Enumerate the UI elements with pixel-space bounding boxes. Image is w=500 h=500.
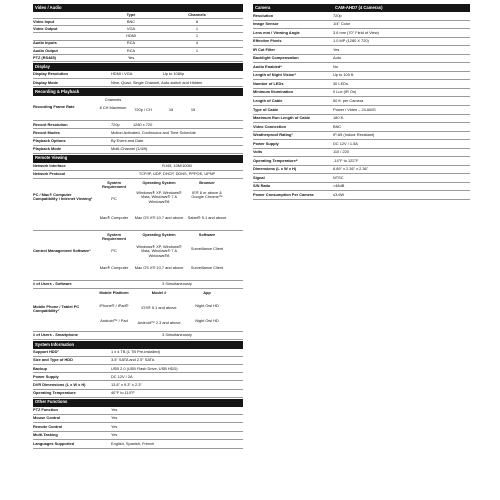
- system-row: [33, 390, 243, 398]
- row-label: PTZ (RS485): [33, 54, 56, 60]
- row-channels: 1: [195, 47, 199, 53]
- pc-label: PC: [111, 247, 117, 253]
- row-value: 1/4" Color: [333, 21, 351, 27]
- camera-rows: [253, 12, 470, 200]
- camera-spec-row: [253, 174, 470, 183]
- recording-row: [33, 129, 243, 137]
- android-model: Android™ 2.3 and above: [137, 319, 181, 325]
- row-value: 1.0 MP (1280 X 720): [333, 38, 369, 44]
- camera-spec-row: [253, 29, 470, 38]
- row-value: IP-65 (Indoor Resistant): [333, 132, 375, 138]
- system-row: [33, 365, 243, 373]
- head-15b: 15: [190, 107, 196, 113]
- row-label: Volts: [253, 149, 263, 155]
- section-header-other: [33, 399, 243, 407]
- video-audio-row: [33, 41, 243, 48]
- row-value: 6.89" x 2.36" x 2.36": [333, 166, 369, 172]
- other-function-row: [33, 415, 243, 423]
- row-label: Mobile Phone / Tablet PC Compatibility³´: [33, 303, 80, 314]
- row-channels: 8: [195, 18, 199, 24]
- row-value: 720p: [333, 12, 342, 18]
- cms-mac-software: Surveillance Client: [190, 264, 224, 270]
- camera-model: CAM-AHD7 (4 Cameras): [335, 4, 383, 10]
- row-label: PC / Mac® Computer Compatibility / Internet Viewing³: [33, 191, 93, 202]
- row-value: 3.5" SATA and 2.5" SATA: [111, 357, 155, 363]
- row-label: Backlight Compensation: [253, 55, 299, 61]
- row-value: 110 / 220: [333, 149, 349, 155]
- pc-os: Windows® XP, Windows® Vista, Windows® 7 & Windows®8: [136, 189, 182, 204]
- recording-row: [33, 138, 243, 146]
- row-value: >48dB: [333, 183, 345, 189]
- camera-spec-row: [253, 38, 470, 47]
- pc-browser: IE® 8 or above & Google Chrome™: [191, 189, 223, 200]
- row-value: By Event and Date: [111, 137, 144, 143]
- section-header-remote: [33, 155, 243, 163]
- camera-spec-row: [253, 183, 470, 192]
- cms-pc-software: Surveillance Client: [190, 245, 224, 251]
- row-label: Audio Enabled⁶: [253, 63, 283, 69]
- row-label: Power Supply: [253, 140, 279, 146]
- col-channels: Channels: [188, 11, 206, 17]
- row-label: Playback Options: [33, 137, 66, 143]
- row-value: 3 Simultaneously: [162, 332, 192, 338]
- camera-spec-row: [253, 132, 470, 141]
- camera-spec-row: [253, 21, 470, 30]
- row-label: Operating Temperature⁸: [253, 157, 298, 163]
- head-model: Model #: [151, 289, 167, 295]
- display-row: [33, 71, 243, 79]
- section-title: Other Functions: [35, 399, 68, 405]
- row-value: HDMI / VGA: [111, 71, 133, 77]
- head-os: Operating System: [142, 231, 176, 237]
- section-header-display: [33, 63, 243, 71]
- iphone-model: iOS® 5.1 and above: [141, 304, 177, 310]
- android-label: Android™ / Pad: [100, 317, 128, 323]
- section-title: Camera: [255, 4, 271, 10]
- row-label: Operating Temperature: [33, 389, 76, 395]
- head-app: App: [203, 289, 211, 295]
- system-row: [33, 357, 243, 365]
- row-value: Multi-Channel (1/4/9): [111, 145, 148, 151]
- row-value: Up to 1080p: [163, 71, 185, 77]
- camera-spec-row: [253, 12, 470, 21]
- row-label: Control Management Software³: [33, 247, 91, 253]
- recording-frame-rate-block: [33, 96, 243, 121]
- row-value: No: [333, 63, 338, 69]
- row-label: Recording Frame Rate: [33, 104, 75, 110]
- row-label: Network Interface: [33, 162, 66, 168]
- row-label: Remote Control: [33, 423, 63, 429]
- camera-spec-row: [253, 115, 470, 124]
- row-label: Length of Cable: [253, 98, 283, 103]
- row-value: NTSC: [333, 174, 344, 180]
- section-header-system: [33, 341, 243, 349]
- right-column: [253, 4, 470, 200]
- other-function-row: [33, 423, 243, 431]
- row-value: Yes: [111, 423, 118, 429]
- row-label: Audio Output: [33, 47, 58, 53]
- android-app: Night Owl HD: [195, 317, 219, 323]
- row-value: 30 LEDs: [333, 80, 348, 86]
- row-label: PTZ Function: [33, 407, 58, 413]
- recording-row: [33, 146, 243, 154]
- head-software: Software: [198, 231, 216, 237]
- row-value: ≤3.6W: [333, 192, 345, 198]
- camera-spec-row: [253, 106, 470, 115]
- row-type: RCA: [126, 40, 136, 46]
- other-function-row: [33, 407, 243, 415]
- row-label: Power Supply: [33, 373, 59, 379]
- row-value: 0 Lux (IR On): [333, 89, 357, 95]
- video-audio-row: [33, 19, 243, 26]
- row-label: Minimum Illumination: [253, 89, 293, 95]
- row-value: Yes: [111, 432, 118, 438]
- recording-rows: [33, 129, 243, 153]
- row-value: 13.8" x 9.3" x 2.3": [111, 381, 142, 387]
- row-value: 40°F to 110°F: [111, 389, 135, 395]
- camera-spec-row: [253, 55, 470, 64]
- row-label: Record Resolution: [33, 121, 68, 127]
- row-label: Playback Mode: [33, 145, 62, 151]
- row-label: Display Mode: [33, 79, 59, 85]
- other-function-row: [33, 440, 243, 448]
- section-title: Video / Audio: [35, 4, 62, 10]
- camera-spec-row: [253, 89, 470, 98]
- row-value: DC 12V / 2A: [111, 373, 133, 379]
- row-value: 3 Simultaneously: [162, 281, 192, 287]
- video-audio-row: [33, 55, 243, 62]
- pc-compat-block: [33, 179, 243, 231]
- camera-spec-row: [253, 191, 470, 200]
- other-rows: [33, 407, 243, 449]
- row-value: Yes: [111, 415, 118, 421]
- camera-spec-row: [253, 97, 470, 106]
- row-label: Number of LEDs: [253, 80, 284, 86]
- row-value: 60 ft. per Camera: [333, 98, 364, 103]
- head-sysreq: System Requirement: [102, 231, 126, 242]
- network-protocol-row: [33, 171, 243, 179]
- row-label: Maximum Run Length of Cable: [253, 115, 311, 121]
- head-channels: Channels: [104, 97, 122, 103]
- row-type: HDMI: [126, 33, 136, 39]
- row-value: 1280 x 720: [133, 121, 153, 127]
- head-os: Operating System: [142, 179, 176, 185]
- users-smartphone-row: [33, 332, 243, 340]
- row-label: IR Cut Filter: [253, 46, 276, 52]
- row-value: DC 12V / 1.5A: [333, 140, 358, 146]
- video-audio-row: [33, 48, 243, 55]
- pc-os: Windows® XP, Windows® Vista, Windows® 7 & Windows®8: [136, 243, 182, 258]
- video-audio-row: [33, 33, 243, 40]
- row-value: Power / Video – 24 AWG: [333, 106, 376, 112]
- cms-block: [33, 231, 243, 281]
- section-header-recording: [33, 88, 243, 96]
- row-label: Backup: [33, 365, 48, 371]
- row-value: 3.6 mm (70° Field of View): [333, 29, 379, 35]
- row-label: S/N Ratio: [253, 183, 271, 189]
- mac-label: Mac® Computer: [99, 264, 129, 270]
- video-audio-row: [33, 26, 243, 33]
- display-row: [33, 79, 243, 87]
- row-type: BNC: [126, 18, 136, 24]
- record-resolution-row: [33, 121, 243, 129]
- mac-os: Mac OS X® 10.7 and above: [134, 214, 184, 220]
- row-label: Video Input: [33, 18, 55, 24]
- mac-label: Mac® Computer: [99, 214, 129, 220]
- row-value: 1 x 4 TB (1 TB Pre-installed): [111, 349, 160, 355]
- row-type: VGA: [126, 26, 136, 32]
- camera-spec-row: [253, 140, 470, 149]
- row-label: Signal: [253, 174, 265, 180]
- row-label: Record Modes: [33, 129, 60, 135]
- section-title: Display: [35, 63, 50, 69]
- col-type: Type: [126, 11, 136, 17]
- row-value: 180 ft.: [333, 115, 344, 121]
- row-channels: 1: [195, 26, 199, 32]
- other-function-row: [33, 432, 243, 440]
- row-value: Nine, Quad, Single Channel, Auto-switch and Hidden: [111, 79, 203, 85]
- section-title: System Information: [35, 341, 75, 347]
- row-value: RJ45, 10M/100M: [162, 162, 192, 168]
- row-label: Length of Night Vision⁵: [253, 72, 297, 78]
- system-row: [33, 373, 243, 381]
- row-label: DVR Dimensions (L x W x H): [33, 381, 86, 387]
- section-header-camera: [253, 4, 470, 12]
- row-value: Motion Activated, Continuous and Time Schedule: [111, 129, 196, 135]
- row-channels: 4: [195, 40, 199, 46]
- row-label: Weatherproof Rating⁷: [253, 132, 294, 138]
- row-type: RCA: [126, 47, 136, 53]
- row-label: Power Consumption Per Camera: [253, 192, 314, 198]
- column-head-row: [33, 12, 243, 19]
- camera-spec-row: [253, 157, 470, 166]
- camera-spec-row: [253, 123, 470, 132]
- row-label: Size and Type of HDD: [33, 357, 73, 363]
- camera-spec-row: [253, 46, 470, 55]
- camera-spec-row: [253, 72, 470, 81]
- users-software-row: [33, 281, 243, 289]
- row-value: Auto: [333, 55, 342, 61]
- row-label: Display Resolution: [33, 71, 69, 77]
- head-res: 720p / CH: [134, 107, 152, 113]
- row-value: USB 2.0 (USB Flash Drive, USB HDD): [111, 365, 178, 371]
- row-value: English, Spanish, French: [111, 440, 155, 446]
- row-channels: 1: [195, 33, 199, 39]
- section-header-video-audio: [33, 4, 243, 12]
- mac-browser: Safari® 5.1 and above: [187, 214, 227, 220]
- row-label: Languages Supported: [33, 440, 75, 446]
- camera-spec-row: [253, 149, 470, 158]
- mac-os: Mac OS X® 10.7 and above: [134, 264, 184, 270]
- row-label: Video Connection: [253, 123, 286, 129]
- section-title: Remote Viewing: [35, 155, 68, 161]
- head-sysreq: System Requirement: [102, 179, 126, 190]
- row-label: Support HDD²: [33, 349, 59, 355]
- head-browser: Browser: [199, 179, 215, 185]
- iphone-app: Night Owl HD: [195, 302, 219, 308]
- row-label: Resolution: [253, 12, 274, 18]
- network-interface-row: [33, 163, 243, 171]
- row-value: BNC: [333, 123, 342, 129]
- system-row: [33, 349, 243, 357]
- row-label: Multi-Tasking: [33, 432, 58, 438]
- row-label: Type of Cable: [253, 106, 279, 112]
- pc-label: PC: [111, 195, 117, 201]
- head-max: 8 CH Maximum: [99, 105, 127, 111]
- system-rows: [33, 349, 243, 398]
- row-label: Dimensions (L x W x H): [253, 166, 297, 172]
- head-platform: Mobile Platform: [99, 289, 129, 295]
- row-value: Yes: [111, 407, 118, 413]
- row-label: Video Output: [33, 26, 58, 32]
- left-column: [33, 4, 243, 449]
- row-label: Effective Pixels: [253, 38, 282, 44]
- row-label: Audio Inputs: [33, 40, 57, 46]
- row-label: Lens mm / Viewing Angle: [253, 29, 300, 35]
- camera-spec-row: [253, 63, 470, 72]
- row-label: # of Users - Software: [33, 281, 72, 287]
- row-value: 720p: [111, 121, 120, 127]
- row-type: Yes: [127, 54, 135, 60]
- row-value: -14°F to 122°F: [333, 157, 359, 163]
- camera-spec-row: [253, 166, 470, 175]
- head-15a: 15: [168, 107, 174, 113]
- video-audio-rows: [33, 19, 243, 62]
- row-value: Yes: [333, 46, 340, 52]
- row-label: Image Sensor: [253, 21, 279, 27]
- row-value: Up to 100 ft.: [333, 72, 355, 78]
- iphone-label: iPhone® / iPad®: [99, 302, 129, 308]
- row-label: # of Users - Smartphone: [33, 332, 78, 338]
- row-label: Mouse Control: [33, 415, 61, 421]
- row-value: TCP/IP, UDP, DHCP, DDNS, PPPOE, UPNP: [138, 171, 216, 177]
- mobile-block: [33, 289, 243, 332]
- row-label: Network Protocol: [33, 171, 66, 177]
- section-title: Recording & Playback: [35, 88, 80, 94]
- camera-spec-row: [253, 80, 470, 89]
- system-row: [33, 381, 243, 389]
